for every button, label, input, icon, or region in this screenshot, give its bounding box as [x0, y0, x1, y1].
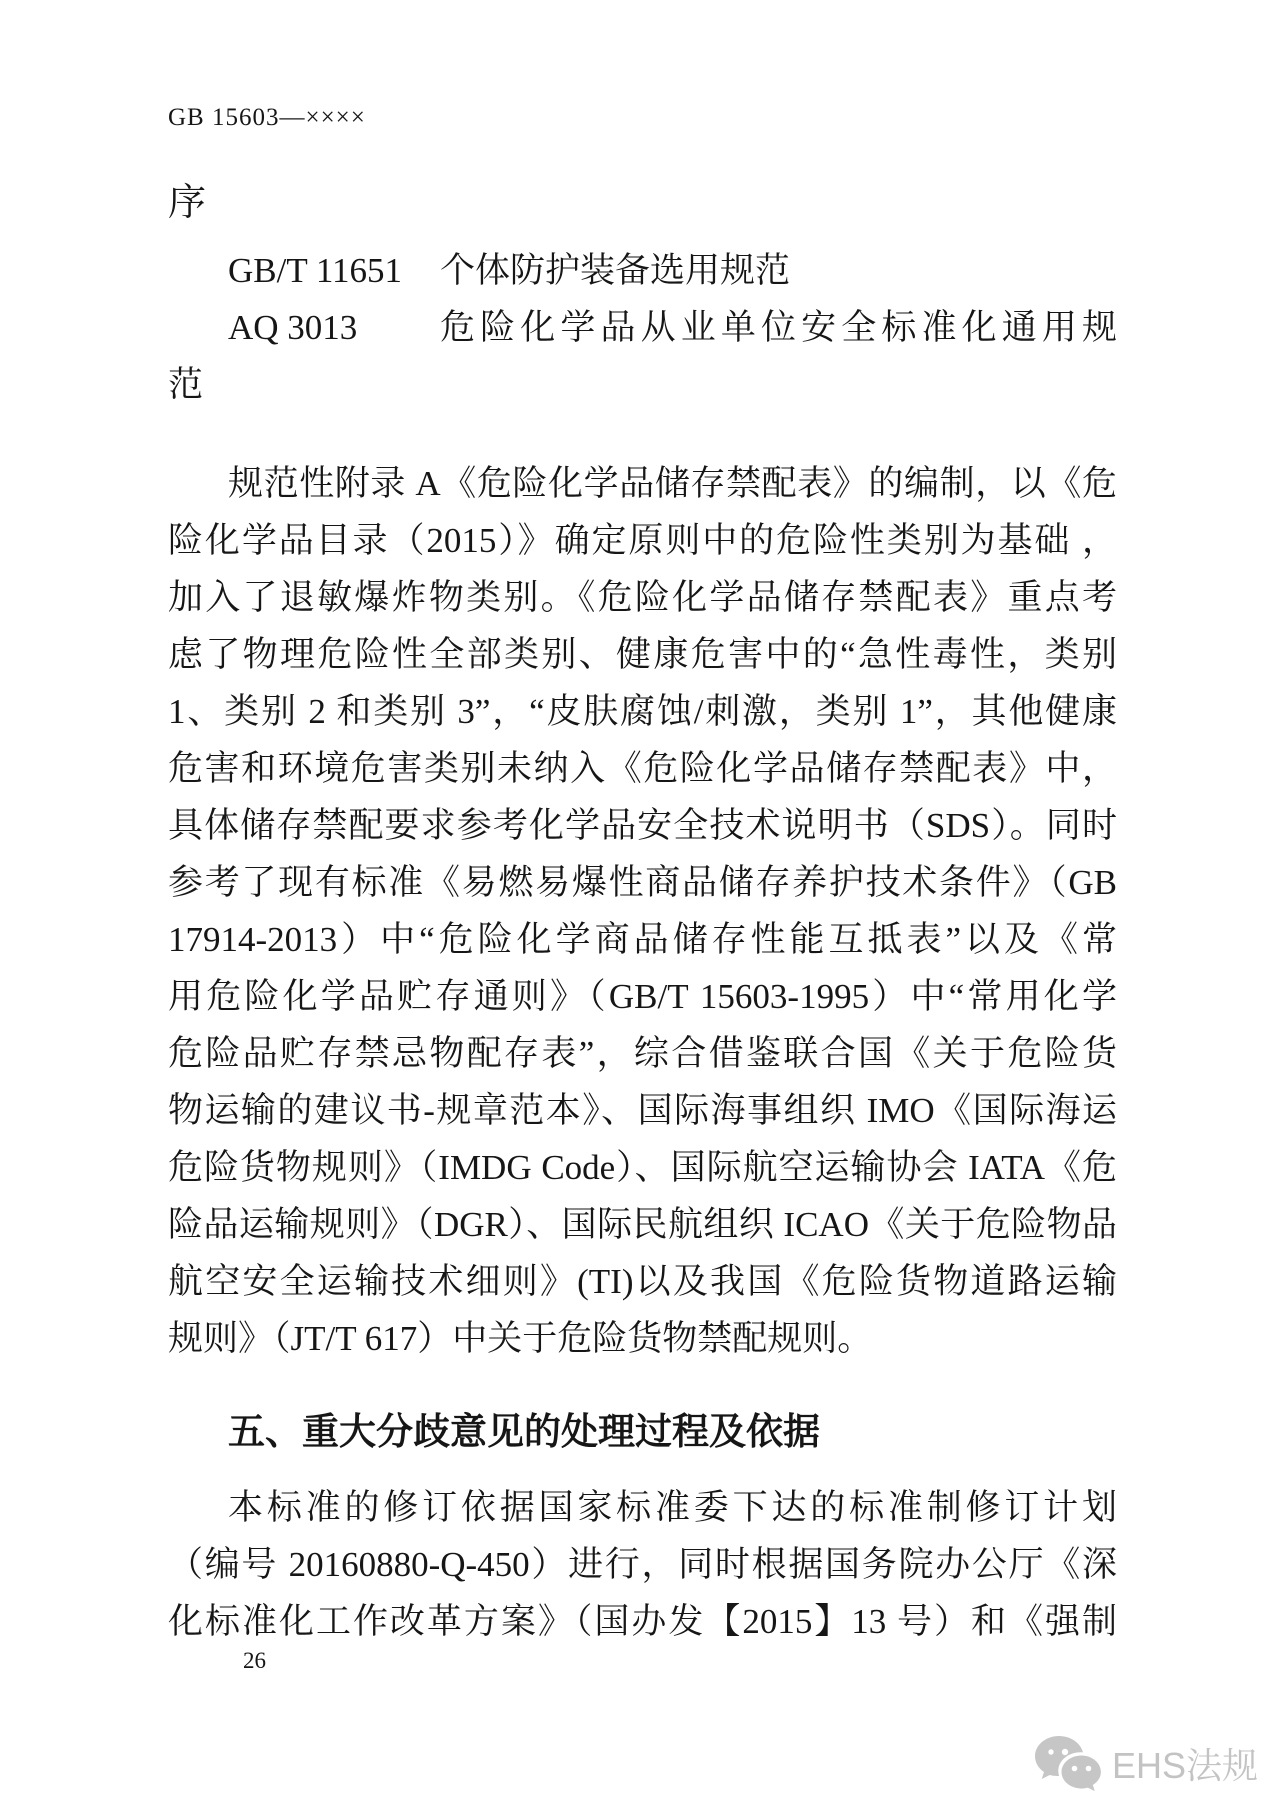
body-line: 17914-2013）中“危险化学商品储存性能互抵表”以及《常	[168, 920, 1117, 959]
page-number: 26	[243, 1648, 266, 1673]
paragraph-appendix-a	[168, 455, 1117, 1367]
body-line: 虑了物理危险性全部类别、健康危害中的“急性毒性，类别	[168, 635, 1117, 674]
paragraph-revision-basis	[168, 1479, 1117, 1650]
reference-list	[168, 242, 1117, 413]
reference-row	[168, 299, 1117, 356]
body-line: 化标准化工作改革方案》（国办发【2015】13 号）和《强制	[168, 1602, 1117, 1641]
watermark-label: EHS法规	[1111, 1744, 1258, 1786]
body-line: 危害和环境危害类别未纳入《危险化学品储存禁配表》中，	[168, 749, 1117, 788]
wechat-icon	[1032, 1732, 1106, 1799]
reference-code: AQ 3013	[228, 308, 358, 347]
body-line: 参考了现有标准《易燃易爆性商品储存养护技术条件》（GB	[168, 863, 1117, 902]
body-line: 具体储存禁配要求参考化学品安全技术说明书（SDS）。同时	[168, 806, 1117, 845]
reference-code: GB/T 11651	[228, 251, 403, 290]
body-line: 用危险化学品贮存通则》（GB/T 15603-1995）中“常用化学	[168, 977, 1117, 1016]
reference-title: 危险化学品从业单位安全标准化通用规	[440, 308, 1117, 347]
body-line: 本标准的修订依据国家标准委下达的标准制修订计划	[228, 1488, 1117, 1527]
body-line: 1、类别 2 和类别 3”，“皮肤腐蚀/刺激，类别 1”，其他健康	[168, 692, 1117, 731]
document-header: GB 15603—××××	[168, 104, 366, 131]
body-line: 险化学品目录（2015）》确定原则中的危险性类别为基础 ，	[168, 521, 1117, 560]
body-line: 航空安全运输技术细则》(TI)以及我国《危险货物道路运输	[168, 1262, 1117, 1301]
body-line: 规范性附录 A《危险化学品储存禁配表》的编制，以《危	[228, 464, 1117, 503]
reference-title-wrap: 范	[168, 365, 204, 404]
watermark	[1032, 1732, 1258, 1799]
body-line: 危险货物规则》（IMDG Code）、国际航空运输协会 IATA《危	[168, 1148, 1117, 1187]
reference-row	[168, 242, 1117, 299]
body-line: 险品运输规则》（DGR）、国际民航组织 ICAO《关于危险物品	[168, 1205, 1117, 1244]
preface-title: 序	[168, 182, 207, 224]
section-heading-5: 五、重大分歧意见的处理过程及依据	[228, 1411, 820, 1452]
body-line: （编号 20160880-Q-450）进行，同时根据国务院办公厅《深	[168, 1545, 1117, 1584]
body-line: 危险品贮存禁忌物配存表”，综合借鉴联合国《关于危险货	[168, 1034, 1117, 1073]
body-line: 加入了退敏爆炸物类别。《危险化学品储存禁配表》重点考	[168, 578, 1117, 617]
body-line: 规则》（JT/T 617）中关于危险货物禁配规则。	[168, 1319, 873, 1358]
body-line: 物运输的建议书-规章范本》、国际海事组织 IMO《国际海运	[168, 1091, 1117, 1130]
reference-title: 个体防护装备选用规范	[440, 251, 791, 290]
document-content	[168, 0, 1117, 1650]
